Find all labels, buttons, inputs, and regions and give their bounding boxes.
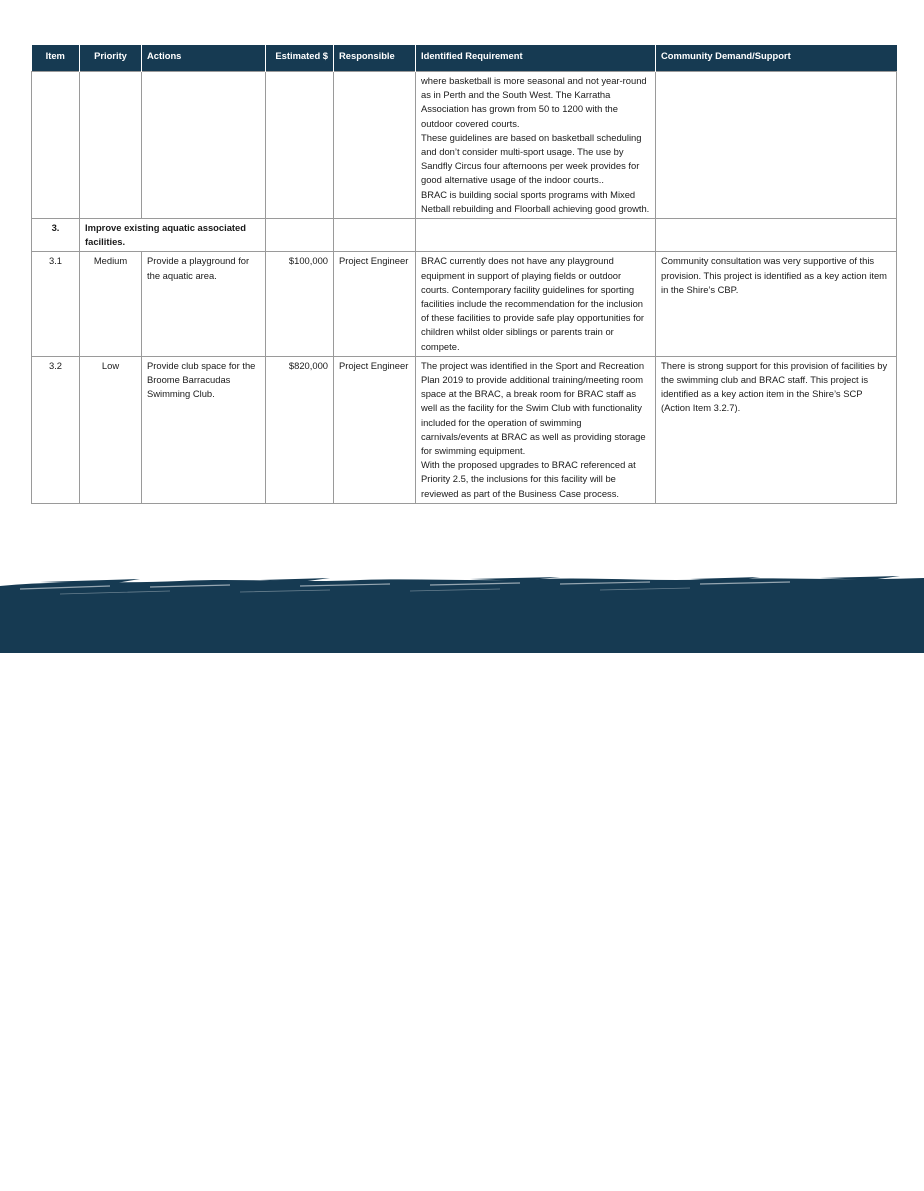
- header-estimated: Estimated $: [266, 45, 334, 72]
- requirement-cell-continued: [416, 72, 656, 219]
- action-plan-table: [31, 45, 897, 504]
- estimated-cell: $820,000: [266, 356, 334, 503]
- header-responsible: Responsible: [334, 45, 416, 72]
- priority-cell: Low: [80, 356, 142, 503]
- requirement-paragraph: With the proposed upgrades to BRAC referenced at Priority 2.5, the inclusions for this facility will be reviewed as part of the Business Case process.: [421, 459, 636, 499]
- table-row: [32, 252, 897, 356]
- brush-stroke-banner: [0, 576, 924, 653]
- estimated-cell: $100,000: [266, 252, 334, 356]
- responsible-cell: Project Engineer: [334, 356, 416, 503]
- header-actions: Actions: [142, 45, 266, 72]
- community-cell: There is strong support for this provision of facilities by the swimming club and BRAC staff. This project is identified as a key action item in the Shire’s SCP (Action Item 3.2.7).: [656, 356, 897, 503]
- requirement-paragraph: BRAC currently does not have any playground equipment in support of playing fields or outdoor courts. Contemporary facility guidelines for sporting facilities include the recommendation for the inclusion of these facilities to provide safe play opportunities for children whilst older siblings or parents train or compete.: [421, 255, 645, 352]
- header-item: Item: [32, 45, 80, 72]
- page-number: 39: [879, 1177, 893, 1191]
- footer-plan: Sport and Recreation Plan: [716, 1177, 864, 1191]
- footer-title: [616, 1177, 893, 1191]
- item-cell: 3.1: [32, 252, 80, 356]
- header-requirement: Identified Requirement: [416, 45, 656, 72]
- action-cell: Provide club space for the Broome Barracudas Swimming Club.: [142, 356, 266, 503]
- requirement-paragraph: These guidelines are based on basketball scheduling and don’t consider multi-sport usage. The use by Sandfly Circus four afternoons per week provides for good alternative usage of the indoor courts..: [421, 131, 642, 186]
- requirement-paragraph: where basketball is more seasonal and not year-round as in Perth and the South West. The Karratha Association has grown from 50 to 1200 with the outdoor covered courts.: [421, 75, 647, 129]
- table-header-row: [32, 45, 897, 72]
- table-row-continued: [32, 72, 897, 219]
- table-row: [32, 356, 897, 503]
- item-cell: 3.2: [32, 356, 80, 503]
- header-priority: Priority: [80, 45, 142, 72]
- section-row: [32, 219, 897, 252]
- requirement-cell: [416, 356, 656, 503]
- community-cell: Community consultation was very supportive of this provision. This project is identified as a key action item in the Shire’s CBP.: [656, 252, 897, 356]
- priority-cell: Medium: [80, 252, 142, 356]
- footer-shire: Shire of Broome: [616, 1177, 714, 1191]
- action-cell: Provide a playground for the aquatic area.: [142, 252, 266, 356]
- requirement-cell: [416, 252, 656, 356]
- responsible-cell: Project Engineer: [334, 252, 416, 356]
- requirement-paragraph: BRAC is building social sports programs with Mixed Netball rebuilding and Floorball achieving good growth.: [421, 188, 650, 214]
- requirement-paragraph: The project was identified in the Sport and Recreation Plan 2019 to provide additional training/meeting room space at the BRAC, a break room for BRAC staff as well as the facility for the Swim Club with functionality included for the operation of swimming carnivals/events at BRAC as well as providing storage for swimming equipment.: [421, 359, 646, 457]
- section-title: Improve existing aquatic associated facilities.: [80, 219, 266, 252]
- section-number: 3.: [32, 219, 80, 252]
- page-footer: [0, 576, 924, 1191]
- header-community: Community Demand/Support: [656, 45, 897, 72]
